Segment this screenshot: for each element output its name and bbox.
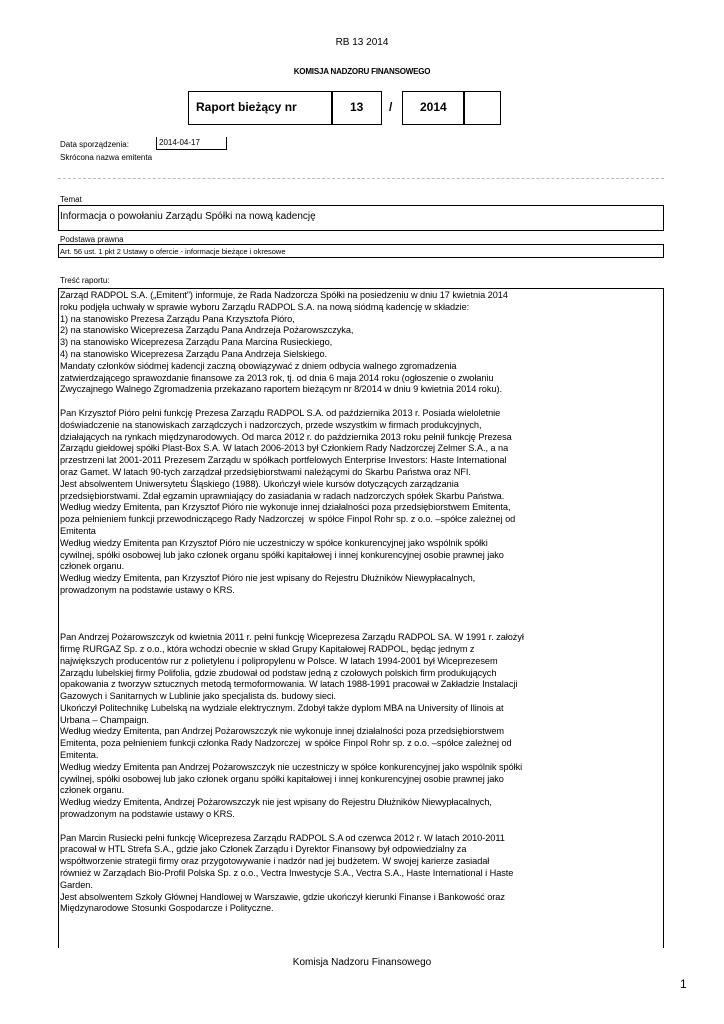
report-label: Raport bieżący nr	[196, 100, 297, 114]
footer-text: Komisja Nadzoru Finansowego	[292, 957, 432, 968]
content-line: Pan Krzysztof Pióro pełni funkcję Prezesa Zarządu RADPOL S.A. od października 2013 r. Posiada wieloletnie	[60, 407, 501, 418]
content-line: Zarządu giełdowej spółki Plast-Box S.A. W latach 2006-2013 był Członkiem Rady Nadzorczej Zelmer S.A., a na	[60, 443, 509, 454]
content-line: Międzynarodowe Stosunki Gospodarcze i Polityczne.	[60, 903, 274, 914]
content-line: Zarząd RADPOL S.A. („Emitent”) informuje, że Rada Nadzorcza Spółki na posiedzeniu w dniu 17 kwietnia 2014	[60, 290, 508, 300]
content-line	[60, 597, 662, 609]
document-code: RB 13 2014	[335, 37, 389, 48]
content-line: oraz Gamet. W latach 90-tych zarządzał przedsiębiorstwami należącymi do Skarbu Państwa oraz NFI.	[60, 466, 471, 477]
legal-basis-label: Podstawa prawna	[60, 235, 124, 244]
content-line: Według wiedzy Emitenta, pan Andrzej Pożarowszczyk nie wykonuje innej działalności poza przedsiębiorstwem	[60, 726, 505, 737]
content-line: Mandaty członków siódmej kadencji zaczną obowiązywać z dniem odbycia walnego zgromadzenia	[60, 360, 457, 371]
content-line: Pan Andrzej Pożarowszczyk od kwietnia 2011 r. pełni funkcję Wiceprezesa Zarządu RADPOL SA. W 1991 r. założył	[60, 632, 524, 643]
content-text	[59, 289, 663, 916]
content-line: cywilnej, spółki osobowej lub jako członek organu spółki kapitałowej i innej konkurencyjnej osobie prawnej jako	[60, 549, 504, 560]
content-line: również w Zarządach Bio-Profil Polska Sp. z o.o., Vectra Inwestycje S.A., Vectra S.A., Haste International i Haste	[60, 868, 514, 879]
content-line: 2) na stanowisko Wiceprezesa Zarządu Pana Andrzeja Pożarowszczyka,	[60, 325, 354, 336]
content-line: Ukończył Politechnikę Lubelską na wydziale elektrycznym. Zdobył także dyplom MBA na University of Ilinois at	[60, 702, 504, 713]
date-value: 2014-04-17	[156, 137, 227, 150]
content-line: Według wiedzy Emitenta, Andrzej Pożarowszczyk nie jest wpisany do Rejestru Dłużników Niewypłacalnych,	[60, 797, 492, 808]
content-line: firmę RURGAZ Sp. z o.o., która wchodzi obecnie w skład Grupy Kapitałowej RADPOL, będąc jednym z	[60, 643, 475, 654]
report-year: 2014	[420, 100, 447, 114]
content-line: Urbana – Champaign.	[60, 714, 149, 725]
content-line: współtworzenie strategii firmy oraz przygotowywanie i nadzór nad jej budżetem. W swojej karierze zasiadał	[60, 856, 490, 867]
report-extra-box	[464, 91, 501, 125]
content-line	[60, 396, 662, 408]
content-line: przestrzeni lat 2001-2011 Prezesem Zarządu w spółkach portfelowych Enterprise Investors: Haste International	[60, 455, 507, 466]
short-name-label: Skrócona nazwa emitenta	[60, 153, 153, 162]
content-line: prowadzonym na podstawie ustawy o KRS.	[60, 584, 235, 595]
content-label: Treść raportu:	[60, 276, 110, 285]
content-line: zatwierdzającego sprawozdanie finansowe za 2013 rok, tj. od dnia 6 maja 2014 roku (ogłoszenie o zwołaniu	[60, 372, 494, 383]
content-line: członek organu.	[60, 785, 125, 796]
content-line: cywilnej, spółki osobowej lub jako członek organu spółki kapitałowej i innej konkurencyjnej osobie prawnej jako	[60, 773, 504, 784]
content-line: poza pełnieniem funkcji przewodniczącego Rady Nadzorczej w spółce Finpol Rohr sp. z o.o. –spółce zależnej od	[60, 514, 516, 525]
content-line: Emitenta, poza pełnieniem funkcji członka Rady Nadzorczej w spółce Finpol Rohr sp. z o.o. –spółce zależnej od	[60, 738, 512, 749]
content-line: Według wiedzy Emitenta, pan Krzysztof Pióro nie wykonuje innej działalności poza przedsiębiorstwem Emitenta,	[60, 502, 511, 513]
content-line	[60, 821, 662, 833]
content-box	[58, 288, 664, 948]
content-line: Zarządu lubelskiej firmy Polifolia, gdzie zbudował od podstaw jedną z czołowych polskich firm produkujących	[60, 667, 497, 678]
content-line: pracował w HTL Strefa S.A., gdzie jako Członek Zarządu i Dyrektor Finansowy był odpowiedzialny za	[60, 844, 467, 855]
content-line: opakowania z tworzyw sztucznych metodą termoformowania. W latach 1988-1991 pracował w Zakładzie Instalacji	[60, 679, 518, 690]
subject-value: Informacja o powołaniu Zarządu Spółki na nową kadencję	[58, 205, 664, 231]
content-line: przedsiębiorstwami. Zdał egzamin uprawniający do zasiadania w radach nadzorczych spółek Skarbu Państwa.	[60, 490, 505, 501]
content-line: Emitenta	[60, 525, 96, 536]
content-line: Pan Marcin Rusiecki pełni funkcję Wiceprezesa Zarządu RADPOL S.A od czerwca 2012 r. W latach 2010-2011	[60, 832, 505, 843]
content-line: członek organu.	[60, 561, 125, 572]
content-line: roku podjęła uchwały w sprawie wyboru Zarządu RADPOL S.A. na nową siódmą kadencję w składzie:	[60, 301, 470, 312]
content-line: Według wiedzy Emitenta pan Andrzej Pożarowszczyk nie uczestniczy w spółce konkurencyjnej jako wspólnik spółki	[60, 761, 523, 772]
content-line: Jest absolwentem Uniwersytetu Śląskiego (1988). Ukończył wiele kursów dotyczących zarządzania	[60, 478, 459, 489]
content-line: największych producentów rur z polietylenu i polipropylenu w Polsce. W latach 1994-2001 był Wiceprezesem	[60, 655, 498, 666]
content-line	[60, 609, 662, 621]
content-line: prowadzonym na podstawie ustawy o KRS.	[60, 809, 235, 820]
content-line: 4) na stanowisko Wiceprezesa Zarządu Pana Andrzeja Sielskiego.	[60, 348, 328, 359]
content-line: Według wiedzy Emitenta, pan Krzysztof Pióro nie jest wpisany do Rejestru Dłużników Niewypłacalnych,	[60, 573, 476, 584]
content-line: Garden.	[60, 879, 93, 890]
content-line: 3) na stanowisko Wiceprezesa Zarządu Pana Marcina Rusieckiego,	[60, 337, 333, 348]
content-line: Gazowych i Sanitarnych w Lublinie jako specjalista ds. budowy sieci.	[60, 691, 336, 702]
content-line: Według wiedzy Emitenta pan Krzysztof Pióro nie uczestniczy w spółce konkurencyjnej jako wspólnik spółki	[60, 537, 488, 548]
section-divider	[58, 178, 664, 179]
subject-label: Temat	[60, 195, 82, 204]
content-line: działających na rynkach międzynarodowych. Od marca 2012 r. do października 2013 roku pełnił funkcję Prezesa	[60, 431, 512, 442]
report-number: 13	[350, 100, 364, 114]
content-line: doświadczenie na stanowiskach zarządczych i nadzorczych, przede wszystkim w firmach produkcyjnych,	[60, 419, 482, 430]
content-line: Emitenta.	[60, 750, 99, 761]
content-line: Jest absolwentem Szkoły Głównej Handlowej w Warszawie, gdzie ukończył kierunki Finanse i Bankowość oraz	[60, 891, 505, 902]
content-line: 1) na stanowisko Prezesa Zarządu Pana Krzysztofa Pióro,	[60, 313, 295, 324]
content-line	[60, 620, 662, 632]
organization-title: KOMISJA NADZORU FINANSOWEGO	[293, 67, 431, 76]
report-slash: /	[389, 100, 393, 114]
legal-basis-value: Art. 56 ust. 1 pkt 2 Ustawy o ofercie - informacje bieżące i okresowe	[58, 244, 664, 258]
page-number: 1	[680, 977, 687, 991]
date-label: Data sporządzenia:	[60, 140, 129, 149]
content-line: Zwyczajnego Walnego Zgromadzenia przekazano raportem bieżącym nr 8/2014 w dniu 9 kwietnia 2014 roku).	[60, 384, 502, 395]
